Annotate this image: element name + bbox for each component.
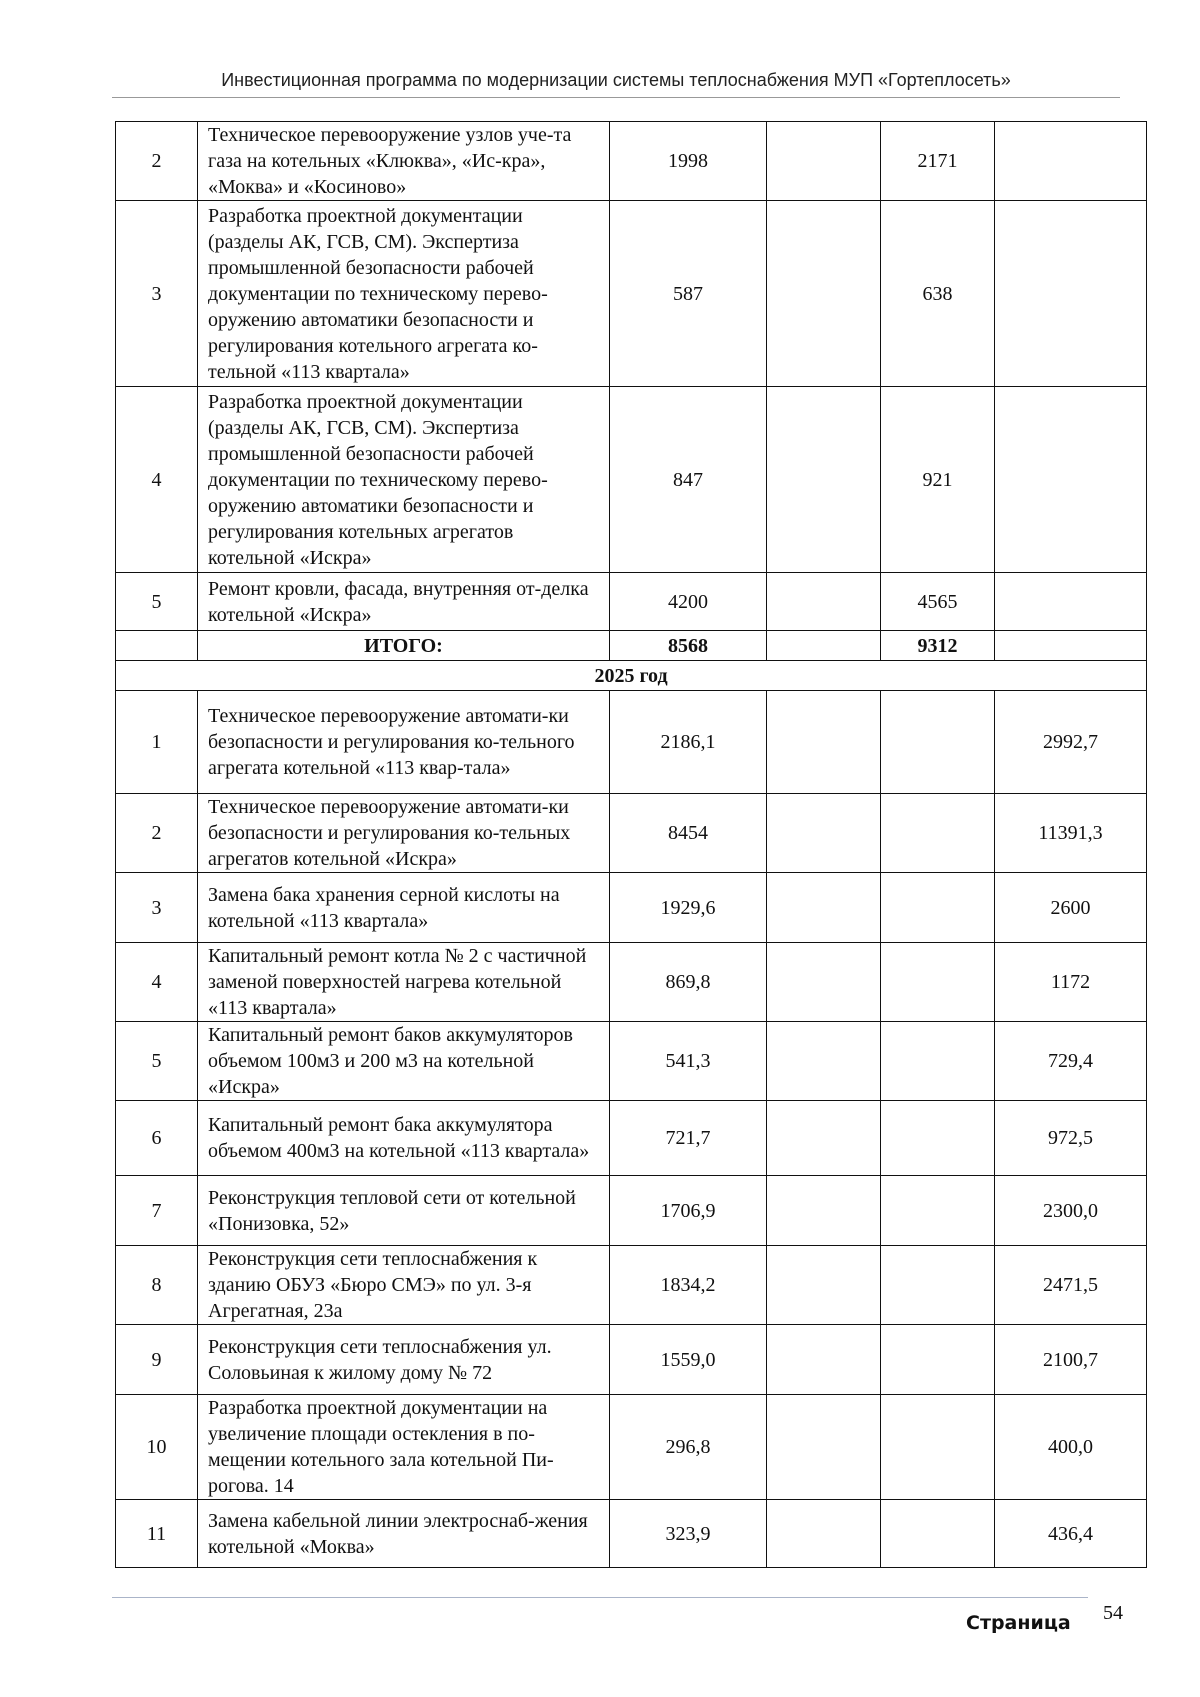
row-value-c2 bbox=[767, 573, 881, 631]
row-description: Капитальный ремонт котла № 2 с частичной заменой поверхностей нагрева котельной «113 квартала» bbox=[198, 943, 610, 1022]
row-value-c1: 1559,0 bbox=[610, 1325, 767, 1395]
row-description: Ремонт кровли, фасада, внутренняя от-делка котельной «Искра» bbox=[198, 573, 610, 631]
table-row bbox=[116, 943, 1147, 1022]
row-value-c3 bbox=[881, 1101, 995, 1176]
row-value-c2 bbox=[767, 691, 881, 794]
row-value-c4 bbox=[995, 387, 1147, 573]
row-value-c2 bbox=[767, 201, 881, 387]
row-number: 1 bbox=[116, 691, 198, 794]
row-value-c2 bbox=[767, 1176, 881, 1246]
row-value-c4: 972,5 bbox=[995, 1101, 1147, 1176]
row-value-c2 bbox=[767, 1500, 881, 1568]
row-value-c2 bbox=[767, 1395, 881, 1500]
row-value-c4: 2992,7 bbox=[995, 691, 1147, 794]
table-row bbox=[116, 122, 1147, 201]
row-value-c3 bbox=[881, 943, 995, 1022]
row-value-c3 bbox=[881, 1176, 995, 1246]
row-value-c1: 323,9 bbox=[610, 1500, 767, 1568]
row-value-c1: 296,8 bbox=[610, 1395, 767, 1500]
row-value-c1: 1998 bbox=[610, 122, 767, 201]
row-value-c4: 1172 bbox=[995, 943, 1147, 1022]
row-value-c1: 1929,6 bbox=[610, 873, 767, 943]
row-number: 7 bbox=[116, 1176, 198, 1246]
table-row bbox=[116, 1022, 1147, 1101]
page-header: Инвестиционная программа по модернизации системы теплоснабжения МУП «Гортеплосеть» bbox=[221, 70, 1011, 90]
row-value-c3 bbox=[881, 794, 995, 873]
row-value-c4: 2300,0 bbox=[995, 1176, 1147, 1246]
row-value-c1: 587 bbox=[610, 201, 767, 387]
row-number: 6 bbox=[116, 1101, 198, 1176]
footer-divider bbox=[112, 1597, 1088, 1598]
table-row bbox=[116, 873, 1147, 943]
table-row bbox=[116, 1101, 1147, 1176]
row-value-c2 bbox=[767, 1101, 881, 1176]
row-description: Разработка проектной документации (разделы АК, ГСВ, СМ). Экспертиза промышленной безопасности рабочей документации по техническому перево-оружению автоматики безопасности и регулирования котельного агрегата ко-тельной «113 квартала» bbox=[198, 201, 610, 387]
row-value-c1: 2186,1 bbox=[610, 691, 767, 794]
row-value-c1: 4200 bbox=[610, 573, 767, 631]
row-description: Капитальный ремонт баков аккумуляторов объемом 100м3 и 200 м3 на котельной «Искра» bbox=[198, 1022, 610, 1101]
row-description: Разработка проектной документации на увеличение площади остекления в по-мещении котельного зала котельной Пи-рогова. 14 bbox=[198, 1395, 610, 1500]
row-number: 10 bbox=[116, 1395, 198, 1500]
total-row bbox=[116, 631, 1147, 661]
row-value-c4: 400,0 bbox=[995, 1395, 1147, 1500]
row-value-c1: 1834,2 bbox=[610, 1246, 767, 1325]
row-value-c1: 869,8 bbox=[610, 943, 767, 1022]
row-value-c2 bbox=[767, 1325, 881, 1395]
table-row bbox=[116, 794, 1147, 873]
row-description: Реконструкция сети теплоснабжения ул. Соловьиная к жилому дому № 72 bbox=[198, 1325, 610, 1395]
row-value-c4 bbox=[995, 573, 1147, 631]
row-number: 4 bbox=[116, 387, 198, 573]
row-value-c4: 11391,3 bbox=[995, 794, 1147, 873]
row-number: 9 bbox=[116, 1325, 198, 1395]
row-value-c3 bbox=[881, 1500, 995, 1568]
row-value-c1: 541,3 bbox=[610, 1022, 767, 1101]
row-value-c1: 847 bbox=[610, 387, 767, 573]
table-row bbox=[116, 691, 1147, 794]
header-divider bbox=[112, 97, 1120, 98]
table-row bbox=[116, 201, 1147, 387]
row-number: 5 bbox=[116, 573, 198, 631]
row-value-c4: 729,4 bbox=[995, 1022, 1147, 1101]
row-value-c4: 2600 bbox=[995, 873, 1147, 943]
row-number: 8 bbox=[116, 1246, 198, 1325]
table-row bbox=[116, 1176, 1147, 1246]
row-value-c3: 2171 bbox=[881, 122, 995, 201]
year-label: 2025 год bbox=[116, 661, 1147, 691]
row-number: 2 bbox=[116, 122, 198, 201]
row-value-c3: 638 bbox=[881, 201, 995, 387]
row-description: Техническое перевооружение узлов уче-та газа на котельных «Клюква», «Ис-кра», «Моква» и «Косиново» bbox=[198, 122, 610, 201]
total-label: ИТОГО: bbox=[198, 631, 610, 661]
table-row bbox=[116, 1395, 1147, 1500]
row-value-c3 bbox=[881, 1395, 995, 1500]
row-number: 3 bbox=[116, 201, 198, 387]
footer-page-label: Страница bbox=[966, 1612, 1071, 1634]
row-description: Разработка проектной документации (разделы АК, ГСВ, СМ). Экспертиза промышленной безопасности рабочей документации по техническому перево-оружению автоматики безопасности и регулирования котельных агрегатов котельной «Искра» bbox=[198, 387, 610, 573]
total-value-c2 bbox=[767, 631, 881, 661]
row-value-c2 bbox=[767, 387, 881, 573]
row-value-c4 bbox=[995, 122, 1147, 201]
row-description: Техническое перевооружение автомати-ки безопасности и регулирования ко-тельных агрегатов котельной «Искра» bbox=[198, 794, 610, 873]
row-value-c2 bbox=[767, 122, 881, 201]
total-value-c1: 8568 bbox=[610, 631, 767, 661]
investment-table bbox=[115, 121, 1147, 1568]
row-value-c2 bbox=[767, 1246, 881, 1325]
row-description: Замена кабельной линии электроснаб-жения котельной «Моква» bbox=[198, 1500, 610, 1568]
row-value-c4 bbox=[995, 201, 1147, 387]
row-description: Капитальный ремонт бака аккумулятора объемом 400м3 на котельной «113 квартала» bbox=[198, 1101, 610, 1176]
row-number: 3 bbox=[116, 873, 198, 943]
total-num-cell bbox=[116, 631, 198, 661]
row-value-c1: 8454 bbox=[610, 794, 767, 873]
row-value-c2 bbox=[767, 1022, 881, 1101]
row-value-c4: 2471,5 bbox=[995, 1246, 1147, 1325]
row-value-c2 bbox=[767, 794, 881, 873]
table-row bbox=[116, 387, 1147, 573]
row-description: Реконструкция сети теплоснабжения к зданию ОБУЗ «Бюро СМЭ» по ул. 3-я Агрегатная, 23а bbox=[198, 1246, 610, 1325]
row-number: 2 bbox=[116, 794, 198, 873]
row-description: Замена бака хранения серной кислоты на котельной «113 квартала» bbox=[198, 873, 610, 943]
row-value-c3 bbox=[881, 1246, 995, 1325]
table-row bbox=[116, 1246, 1147, 1325]
table-row bbox=[116, 573, 1147, 631]
table-row bbox=[116, 1325, 1147, 1395]
row-value-c2 bbox=[767, 873, 881, 943]
row-value-c1: 1706,9 bbox=[610, 1176, 767, 1246]
row-value-c3 bbox=[881, 873, 995, 943]
row-value-c3 bbox=[881, 691, 995, 794]
row-value-c3 bbox=[881, 1022, 995, 1101]
footer-page-number: 54 bbox=[1103, 1602, 1123, 1624]
row-number: 4 bbox=[116, 943, 198, 1022]
row-number: 11 bbox=[116, 1500, 198, 1568]
row-value-c1: 721,7 bbox=[610, 1101, 767, 1176]
row-description: Реконструкция тепловой сети от котельной «Понизовка, 52» bbox=[198, 1176, 610, 1246]
row-value-c3 bbox=[881, 1325, 995, 1395]
year-section-row bbox=[116, 661, 1147, 691]
row-value-c3: 4565 bbox=[881, 573, 995, 631]
row-value-c4: 2100,7 bbox=[995, 1325, 1147, 1395]
table-row bbox=[116, 1500, 1147, 1568]
row-value-c3: 921 bbox=[881, 387, 995, 573]
total-value-c4 bbox=[995, 631, 1147, 661]
row-description: Техническое перевооружение автомати-ки безопасности и регулирования ко-тельного агрегата котельной «113 квар-тала» bbox=[198, 691, 610, 794]
row-value-c2 bbox=[767, 943, 881, 1022]
row-number: 5 bbox=[116, 1022, 198, 1101]
row-value-c4: 436,4 bbox=[995, 1500, 1147, 1568]
total-value-c3: 9312 bbox=[881, 631, 995, 661]
